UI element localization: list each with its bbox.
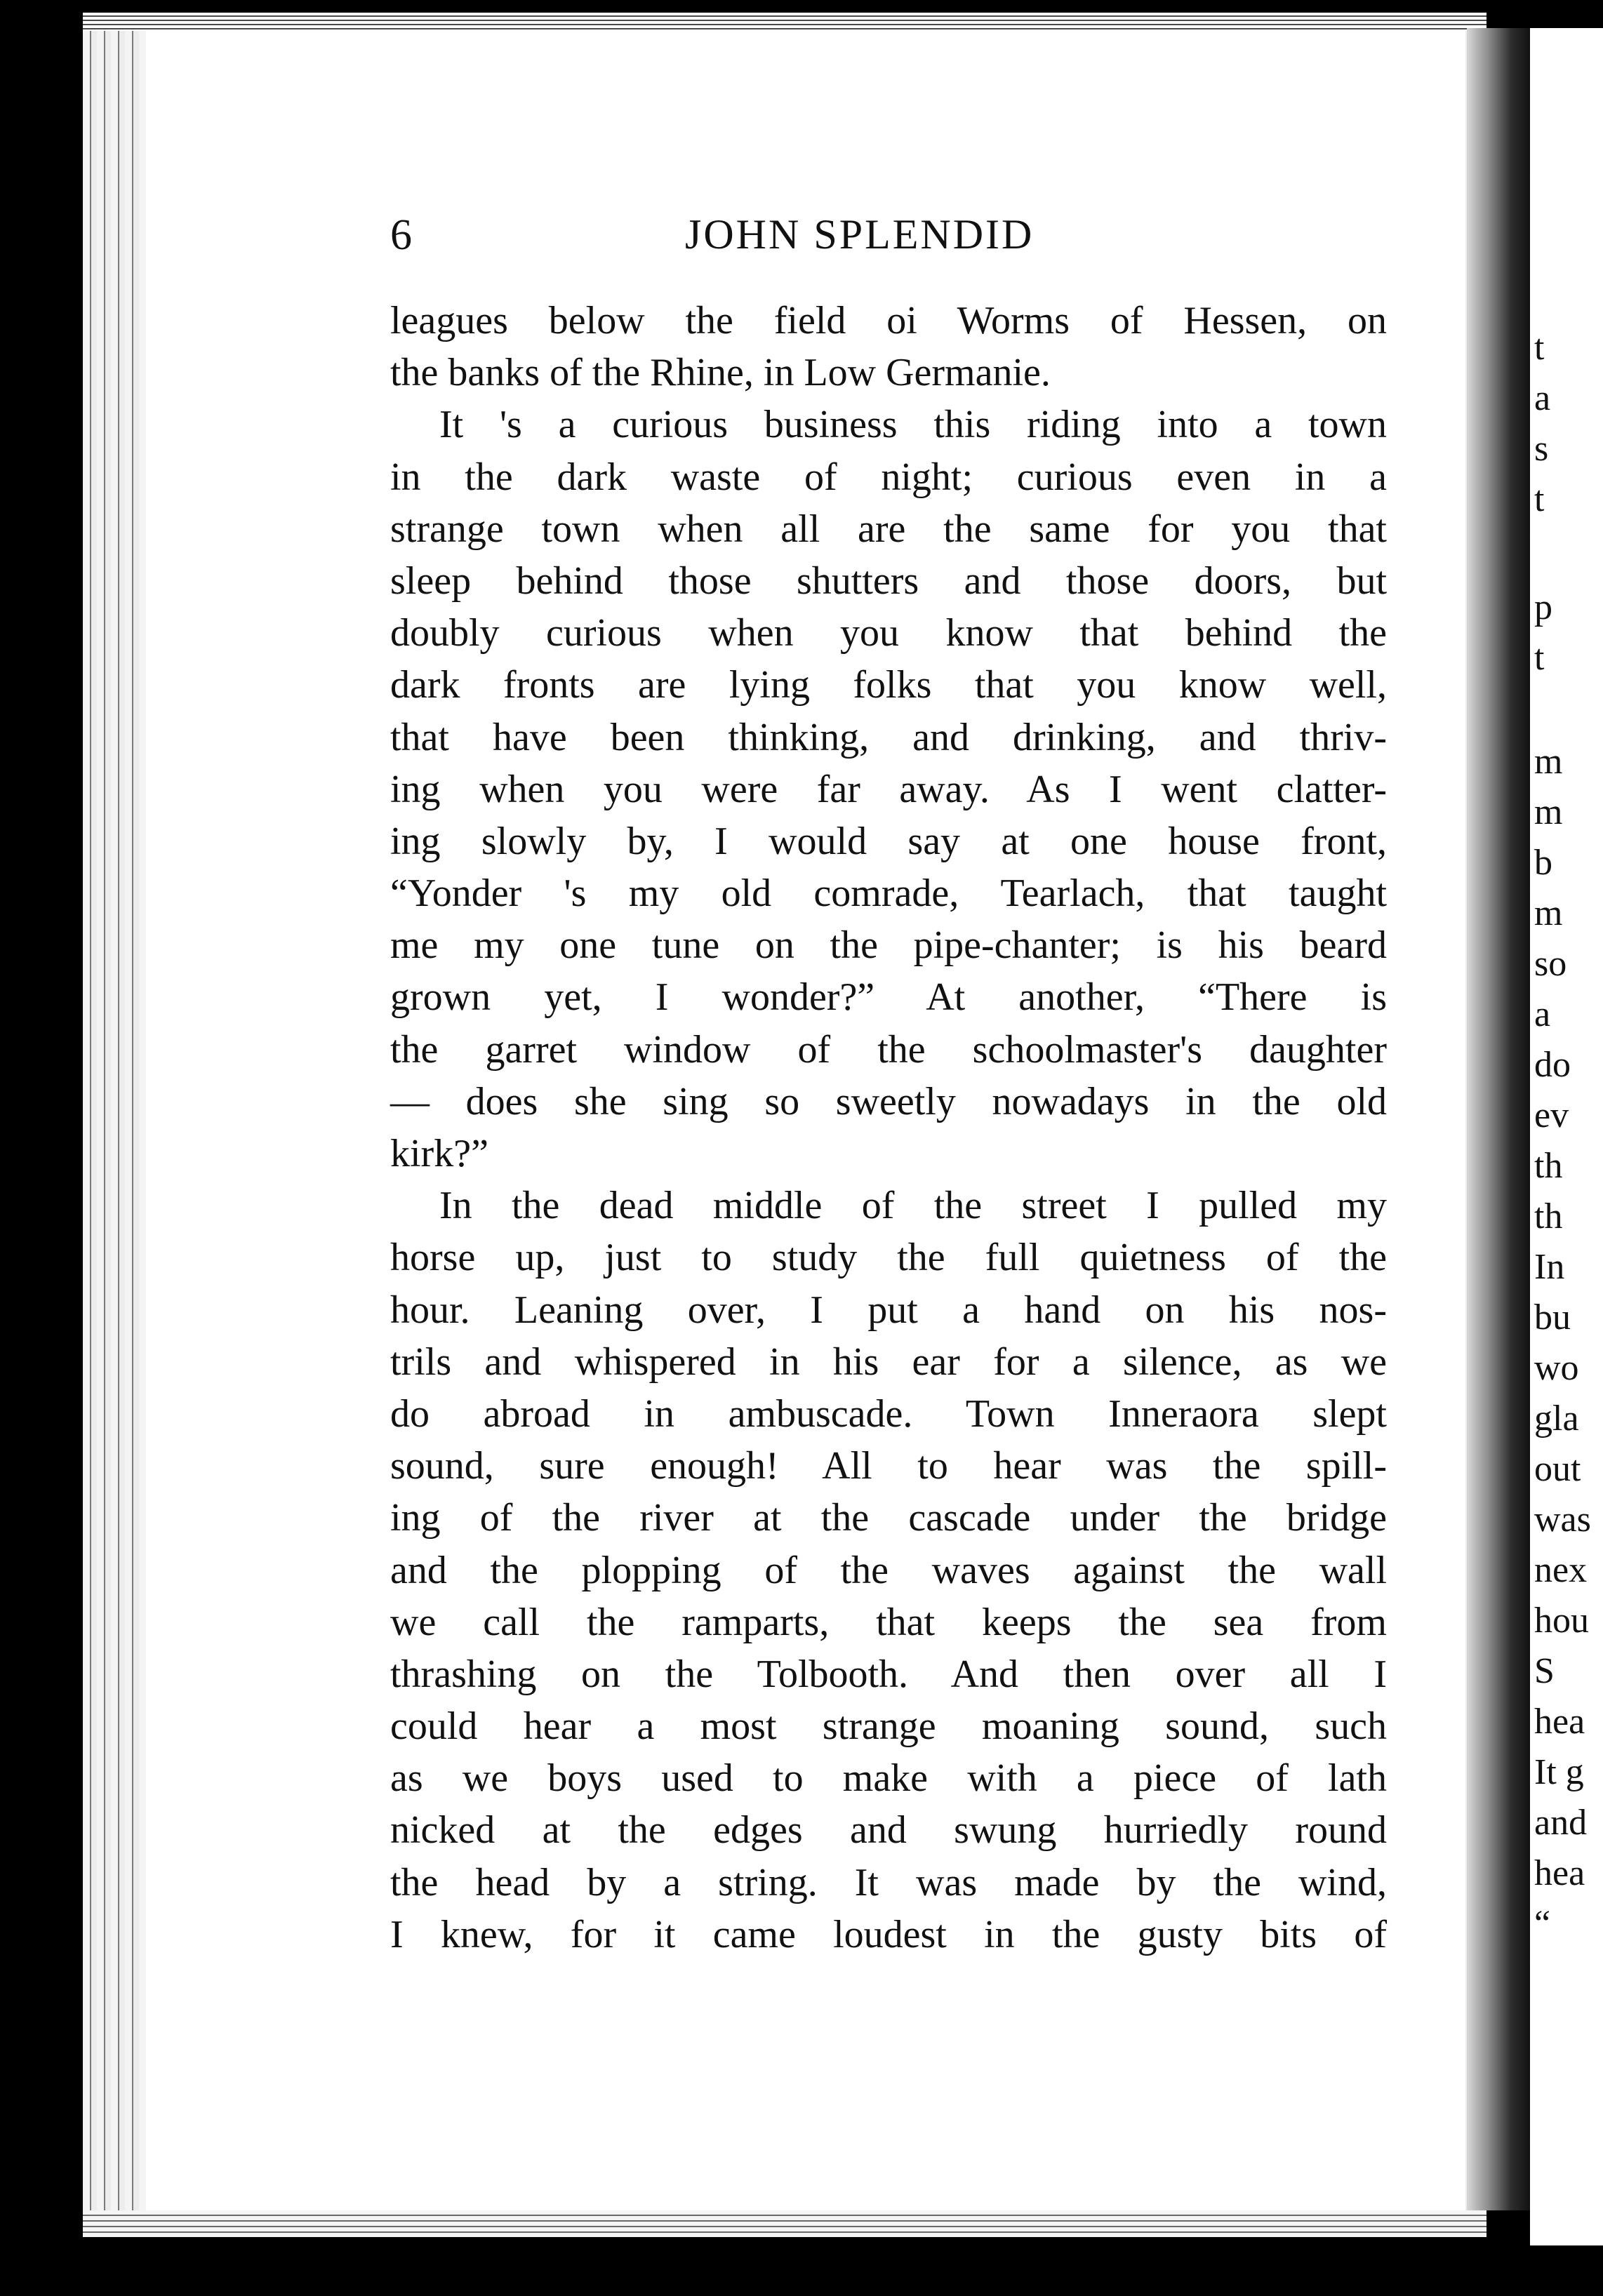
right-page-fragment: hou [1534, 1601, 1589, 1641]
right-page-fragment: s [1534, 429, 1549, 469]
page-edges-bottom [83, 2210, 1486, 2237]
text-line: “Yonder 's my old comrade, Tearlach, that taught [390, 872, 1387, 916]
text-line: the garret window of the schoolmaster's daughter [390, 1027, 1387, 1072]
right-page-fragment: “ [1534, 1904, 1551, 1944]
text-line: the head by a string. It was made by the wind, [390, 1860, 1387, 1904]
text-line: sound, sure enough! All to hear was the spill- [390, 1444, 1387, 1488]
right-page-fragment: ev [1534, 1095, 1569, 1135]
text-line: we call the ramparts, that keeps the sea from [390, 1600, 1387, 1644]
body-text [390, 295, 1387, 1961]
text-line: leagues below the field oi Worms of Hessen, on [390, 299, 1387, 342]
right-page-fragment: th [1534, 1146, 1563, 1186]
text-line: horse up, just to study the full quietness of the [390, 1236, 1387, 1280]
right-page-fragment: do [1534, 1045, 1571, 1085]
text-line: do abroad in ambuscade. Town Inneraora slept [390, 1391, 1387, 1436]
right-page-fragment: a [1534, 994, 1551, 1034]
right-page-fragment: hea [1534, 1702, 1585, 1742]
right-page-fragment: was [1534, 1500, 1591, 1540]
right-page [1530, 28, 1603, 2245]
text-line: ing of the river at the cascade under the bridge [390, 1496, 1387, 1540]
text-line: the banks of the Rhine, in Low Germanie. [390, 351, 1051, 395]
text-line: ing when you were far away. As I went clatter- [390, 767, 1387, 811]
text-line: dark fronts are lying folks that you know well, [390, 663, 1387, 707]
text-line: trils and whispered in his ear for a silence, as we [390, 1340, 1387, 1384]
right-page-fragment: so [1534, 944, 1567, 984]
book-gutter [1467, 28, 1530, 2210]
right-page-fragment: and [1534, 1803, 1588, 1843]
text-line: In the dead middle of the street I pulled my [439, 1184, 1387, 1228]
page-edges-top [83, 13, 1486, 31]
text-line: kirk?” [390, 1132, 488, 1175]
text-line: in the dark waste of night; curious even in a [390, 455, 1387, 499]
right-page-fragment: gla [1534, 1399, 1579, 1439]
right-page-fragment: In [1534, 1247, 1565, 1287]
right-page-fragment: t [1534, 328, 1545, 368]
right-page-fragment: t [1534, 638, 1545, 678]
text-line: could hear a most strange moaning sound, such [390, 1704, 1387, 1749]
right-page-fragment: p [1534, 587, 1552, 627]
right-page-fragment: nex [1534, 1550, 1588, 1590]
running-title: JOHN SPLENDID [685, 211, 1035, 258]
text-line: hour. Leaning over, I put a hand on his nos- [390, 1288, 1387, 1332]
right-page-fragment: th [1534, 1196, 1563, 1236]
text-line: — does she sing so sweetly nowadays in the old [390, 1079, 1387, 1123]
text-line: I knew, for it came loudest in the gusty bits of [390, 1912, 1387, 1956]
right-page-fragment: out [1534, 1449, 1581, 1489]
right-page-fragment: m [1534, 893, 1563, 933]
right-page-fragment: wo [1534, 1348, 1579, 1388]
running-head [390, 211, 1401, 281]
text-line: nicked at the edges and swung hurriedly round [390, 1808, 1387, 1853]
text-line: doubly curious when you know that behind the [390, 611, 1387, 655]
text-line: grown yet, I wonder?” At another, “There is [390, 975, 1387, 1020]
text-line: and the plopping of the waves against the wall [390, 1548, 1387, 1592]
text-line: strange town when all are the same for you that [390, 507, 1387, 551]
right-page-fragment: t [1534, 479, 1545, 519]
right-page-fragment: bu [1534, 1297, 1571, 1337]
right-page-fragment: a [1534, 378, 1551, 418]
text-line: thrashing on the Tolbooth. And then over all I [390, 1652, 1387, 1696]
text-line: ing slowly by, I would say at one house front, [390, 819, 1387, 863]
right-page-fragment: b [1534, 843, 1552, 883]
text-line: sleep behind those shutters and those doors, but [390, 559, 1387, 603]
right-page-fragment: It g [1534, 1752, 1584, 1792]
right-page-fragment: m [1534, 742, 1563, 782]
text-line: as we boys used to make with a piece of lath [390, 1756, 1387, 1801]
page-edges-left [83, 13, 146, 2237]
right-page-fragment: S [1534, 1651, 1555, 1691]
text-line: me my one tune on the pipe-chanter; is his beard [390, 923, 1387, 968]
text-line: It 's a curious business this riding into a town [439, 403, 1387, 447]
page-number: 6 [390, 211, 413, 259]
right-page-fragment: m [1534, 792, 1563, 832]
right-page-fragment: hea [1534, 1853, 1585, 1893]
text-line: that have been thinking, and drinking, and thriv- [390, 715, 1387, 759]
